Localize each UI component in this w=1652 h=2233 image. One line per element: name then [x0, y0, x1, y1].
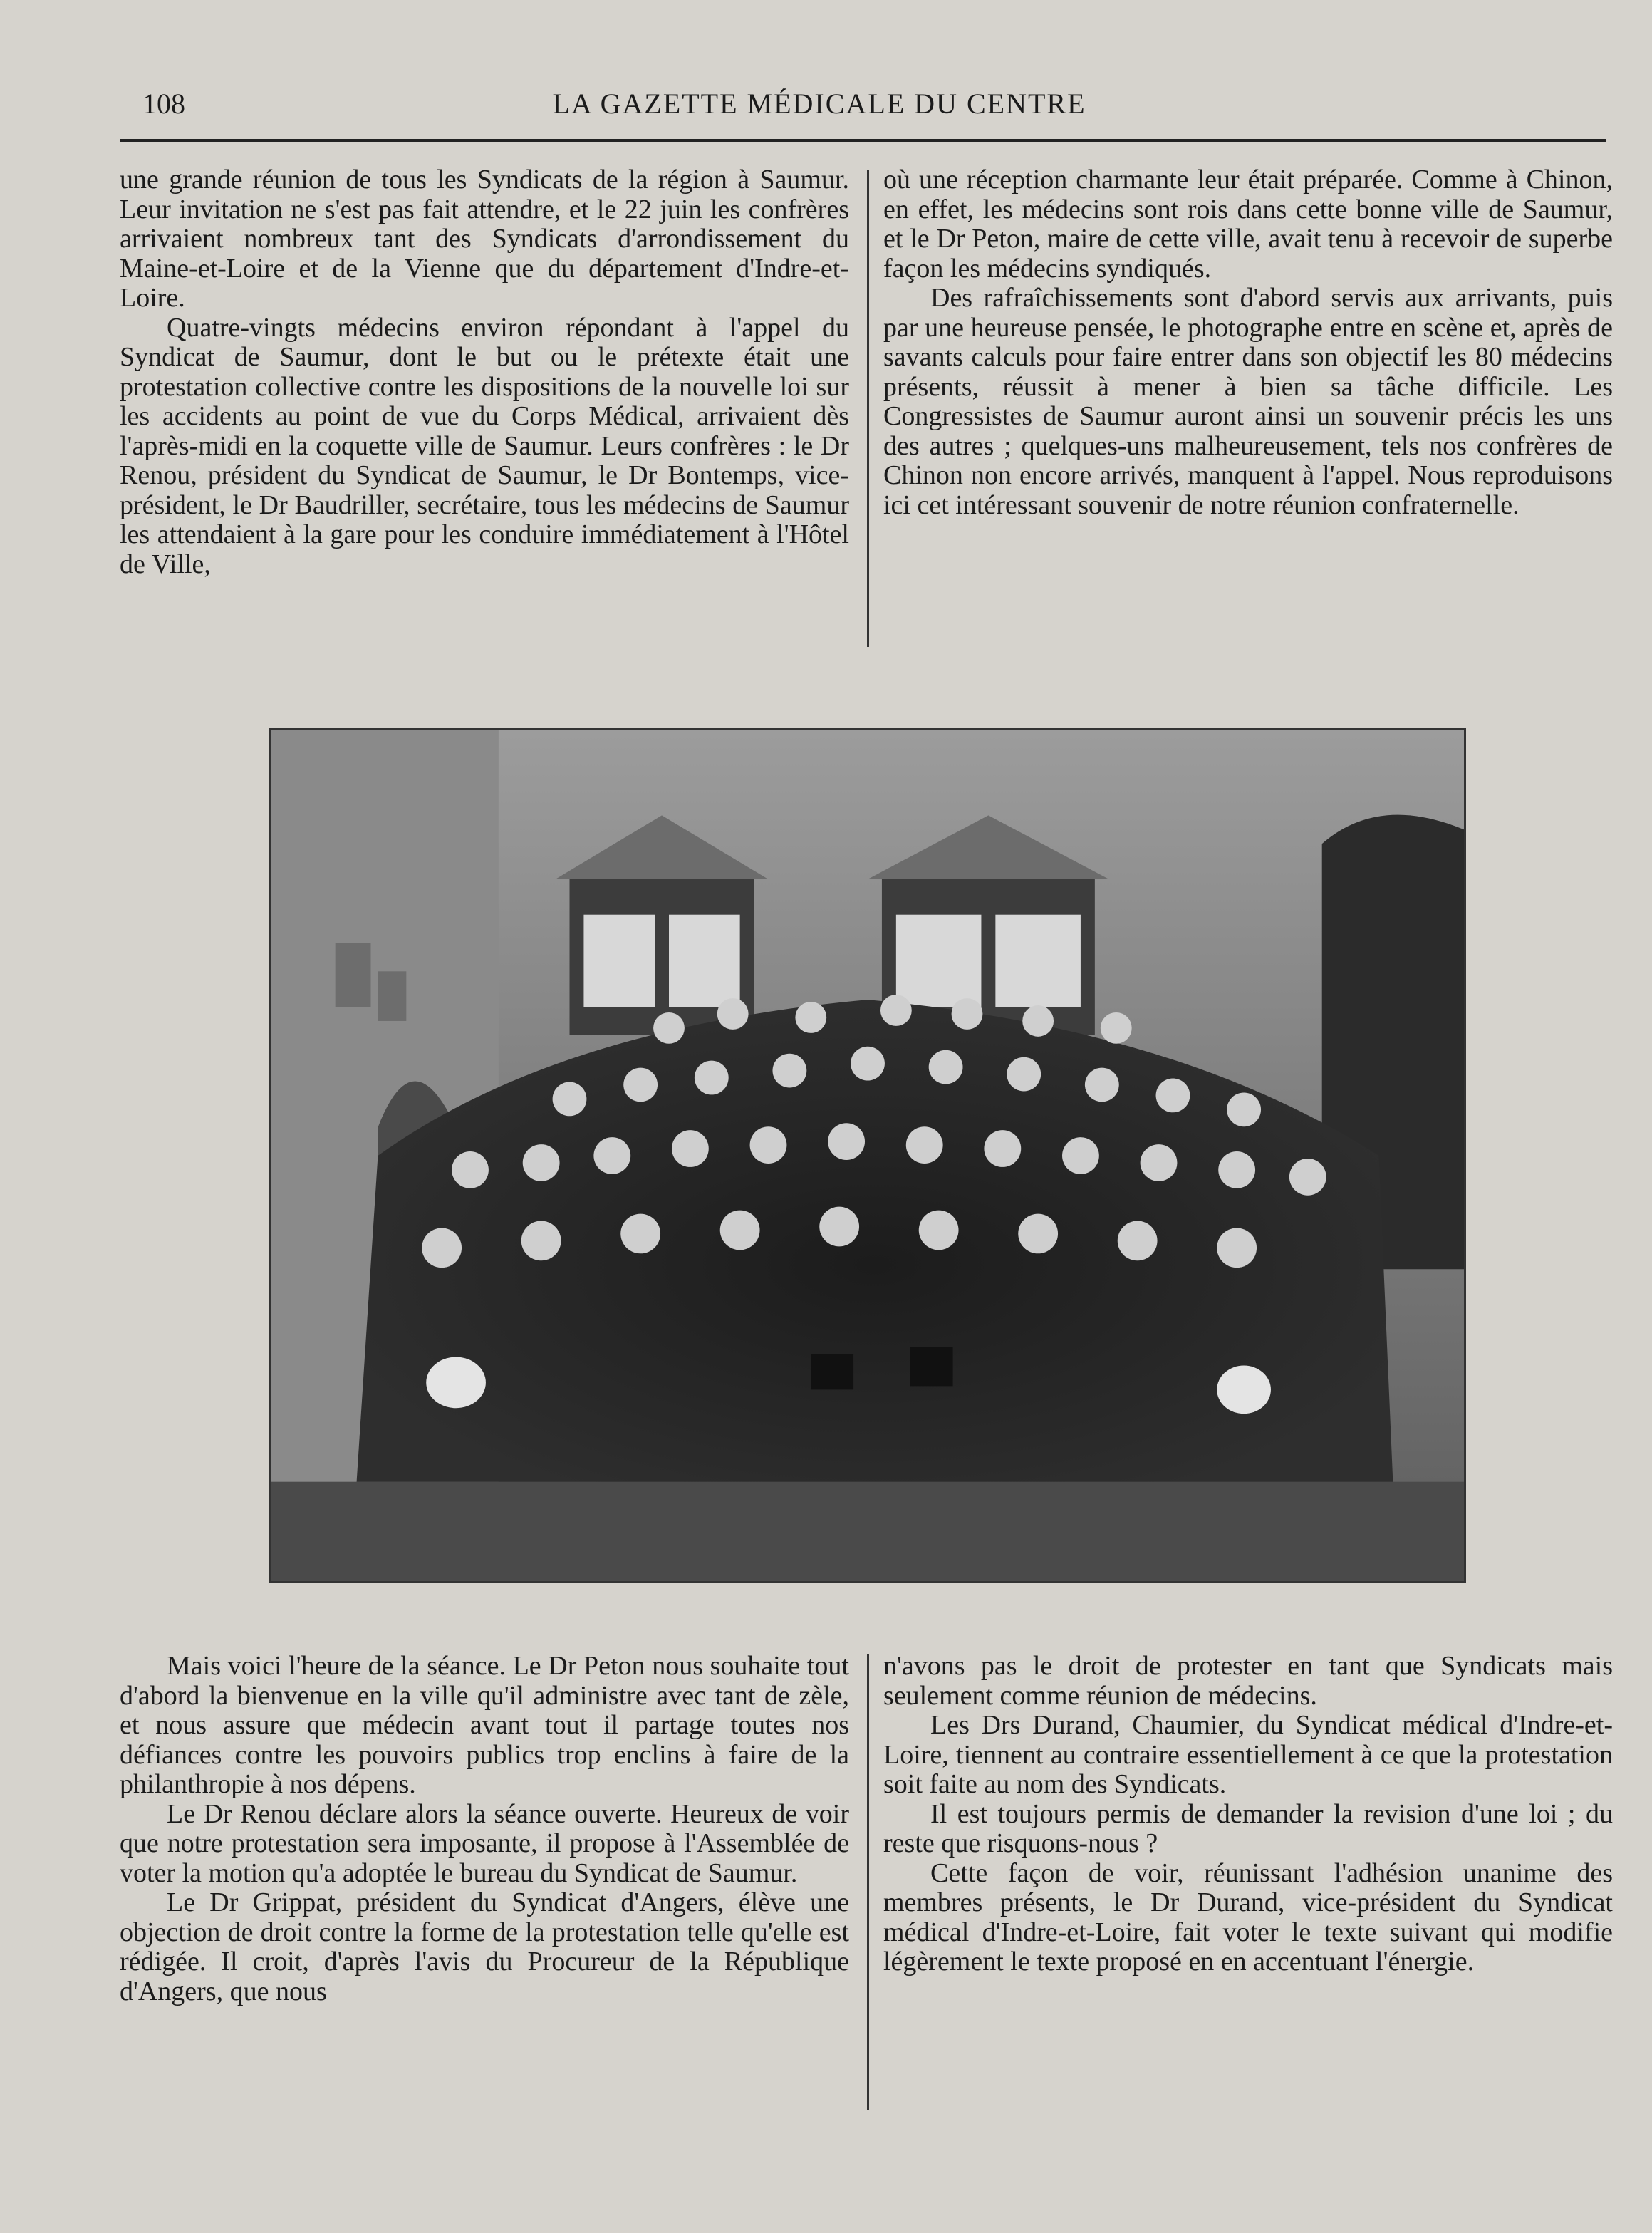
group-photograph	[269, 728, 1466, 1583]
paragraph: Cette façon de voir, réunissant l'adhésion unanime des membres présents, le Dr Durand, vice-président du Syndicat médical d'Indre-et-Loire, fait voter le texte suivant qui modifie légèrement le texte proposé en en accentuant l'énergie.	[883, 1858, 1613, 1976]
bottom-left-column	[120, 1652, 849, 2006]
paragraph: Le Dr Grippat, président du Syndicat d'Angers, élève une objection de droit contre la forme de la protestation telle qu'elle est rédigée. Il croit, d'après l'avis du Procureur de la République d'Angers, que nous	[120, 1887, 849, 2006]
bottom-right-column	[883, 1652, 1613, 1977]
paragraph: Des rafraîchissements sont d'abord servis aux arrivants, puis par une heureuse pensée, le photographe entre en scène et, après de savants calculs pour faire entrer dans son objectif les 80 médecins présents, réussit à mener à bien sa tâche difficile. Les Congressistes de Saumur auront ainsi un souvenir précis les uns des autres ; quelques-uns malheureusement, tels nos confrères de Chinon non encore arrivés, manquent à l'appel. Nous reproduisons ici cet intéressant souvenir de notre réunion confraternelle.	[883, 283, 1613, 520]
paragraph: où une réception charmante leur était préparée. Comme à Chinon, en effet, les médecins sont rois dans cette bonne ville de Saumur, et le Dr Peton, maire de cette ville, avait tenu à recevoir de superbe façon les médecins syndiqués.	[883, 165, 1613, 284]
paragraph: Les Drs Durand, Chaumier, du Syndicat médical d'Indre-et-Loire, tiennent au contraire essentiellement à ce que la protestation soit faite au nom des Syndicats.	[883, 1710, 1613, 1799]
header-rule	[120, 139, 1606, 142]
column-rule	[867, 1654, 869, 2110]
paragraph: n'avons pas le droit de protester en tant que Syndicats mais seulement comme réunion de médecins.	[883, 1651, 1613, 1711]
paragraph: Quatre-vingts médecins environ répondant à l'appel du Syndicat de Saumur, dont le but ou le prétexte était une protestation collective contre les dispositions de la nouvelle loi sur les accidents au point de vue du Corps Médical, arrivaient dès l'après-midi en la coquette ville de Saumur. Leurs confrères : le Dr Renou, président du Syndicat de Saumur, le Dr Bontemps, vice-président, le Dr Baudriller, secrétaire, tous les médecins de Saumur les attendaient à la gare pour les conduire immédiatement à l'Hôtel de Ville,	[120, 312, 849, 579]
paragraph: une grande réunion de tous les Syndicats de la région à Saumur. Leur invitation ne s'est pas fait attendre, et le 22 juin les confrères arrivaient nombreux tant des Syndicats d'arrondissement du Maine-et-Loire et de la Vienne que du département d'Indre-et-Loire.	[120, 165, 849, 313]
top-left-column	[120, 165, 849, 579]
column-rule	[867, 170, 869, 647]
photograph-image	[271, 730, 1464, 1581]
top-right-column	[883, 165, 1613, 520]
paragraph: Le Dr Renou déclare alors la séance ouverte. Heureux de voir que notre protestation sera imposante, il propose à l'Assemblée de voter la motion qu'a adoptée le bureau du Syndicat de Saumur.	[120, 1798, 849, 1888]
paragraph: Il est toujours permis de demander la revision d'une loi ; du reste que risquons-nous ?	[883, 1798, 1613, 1858]
page-number: 108	[142, 88, 185, 120]
paragraph: Mais voici l'heure de la séance. Le Dr Peton nous souhaite tout d'abord la bienvenue en la ville qu'il administre avec tant de zèle, et nous assure que médecin avant tout il partage toutes nos défiances contre les pouvoirs publics trop enclins à faire de la philanthropie à nos dépens.	[120, 1651, 849, 1799]
running-title: LA GAZETTE MÉDICALE DU CENTRE	[552, 88, 1086, 120]
